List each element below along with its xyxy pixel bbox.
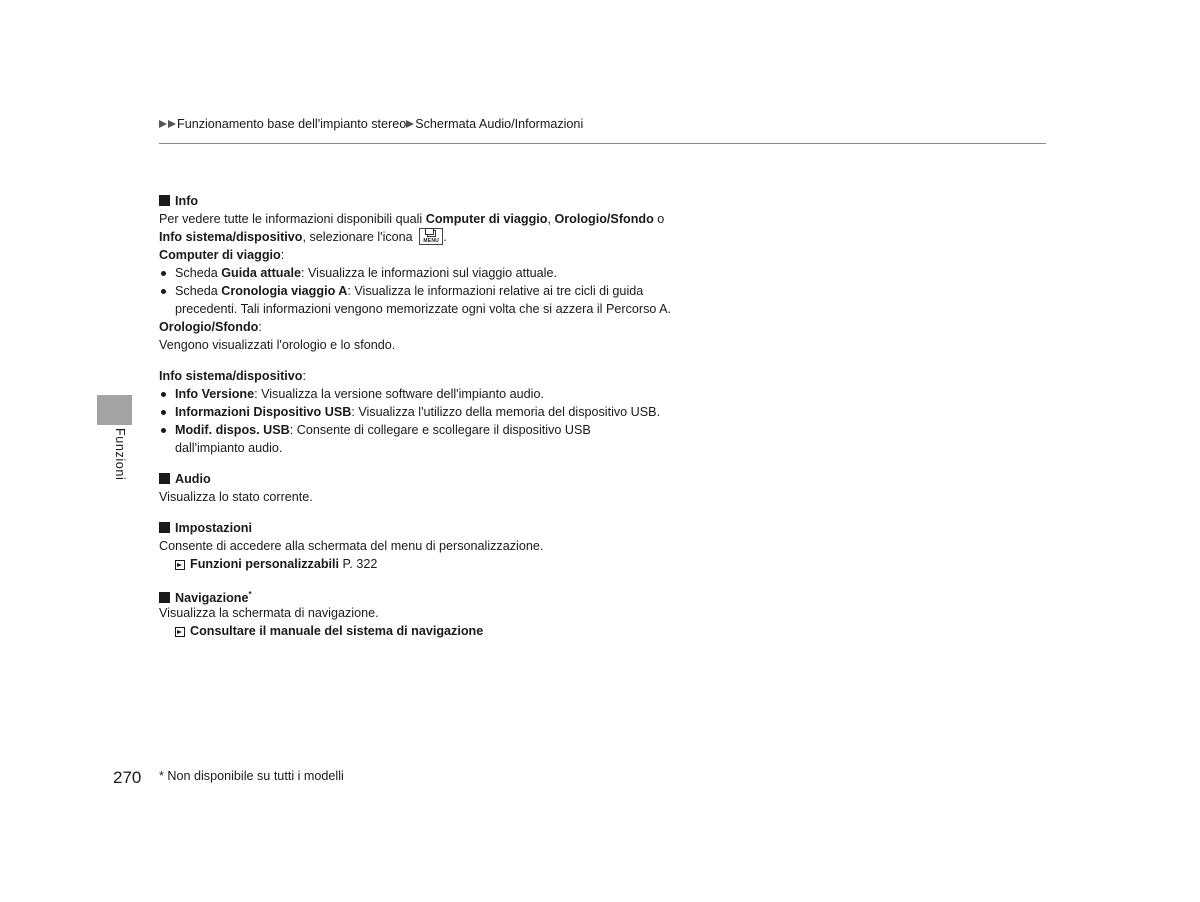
square-bullet-icon (159, 592, 170, 603)
section-heading-info: Info (159, 192, 719, 210)
breadcrumb-arrow-icon (159, 120, 167, 128)
page-number: 270 (113, 768, 142, 787)
list-item: Informazioni Dispositivo USB: Visualizza l'utilizzo della memoria del dispositivo USB. (159, 403, 719, 421)
main-content (159, 192, 719, 640)
info-intro-cont: Info sistema/dispositivo, selezionare l'icona MENU . (159, 230, 447, 244)
list-item-cont: dall'impianto audio. (175, 441, 283, 455)
square-bullet-icon (159, 195, 170, 206)
subheading-trip: Computer di viaggio: (159, 248, 285, 262)
list-item-cont: precedenti. Tali informazioni vengono memorizzate ogni volta che si azzera il Percorso A. (175, 302, 672, 316)
breadcrumb-arrow-icon (406, 120, 414, 128)
list-item: Scheda Guida attuale: Visualizza le informazioni sul viaggio attuale. (159, 264, 719, 282)
breadcrumb-item-audio-info[interactable]: Schermata Audio/Informazioni (415, 117, 584, 131)
clock-text: Vengono visualizzati l'orologio e lo sfondo. (159, 338, 396, 352)
footnote: * Non disponibile su tutti i modelli (159, 769, 344, 783)
section-heading-settings: Impostazioni (159, 519, 719, 537)
subheading-system: Info sistema/dispositivo: (159, 369, 306, 383)
reference-arrow-icon (175, 560, 185, 570)
list-item: Info Versione: Visualizza la versione software dell'impianto audio. (159, 385, 719, 403)
info-intro: Per vedere tutte le informazioni disponibili quali Computer di viaggio, Orologio/Sfondo o (159, 212, 665, 226)
square-bullet-icon (159, 473, 170, 484)
audio-text: Visualizza lo stato corrente. (159, 490, 313, 504)
menu-icon: MENU (419, 228, 443, 245)
subheading-clock: Orologio/Sfondo: (159, 320, 262, 334)
breadcrumb-arrow-icon (168, 120, 176, 128)
header-divider (159, 143, 1046, 144)
breadcrumb (159, 116, 583, 132)
square-bullet-icon (159, 522, 170, 533)
section-heading-audio: Audio (159, 470, 719, 488)
section-heading-navigation: Navigazione* (159, 586, 719, 604)
reference-arrow-icon (175, 627, 185, 637)
chapter-label: Funzioni (113, 428, 127, 481)
settings-text: Consente di accedere alla schermata del menu di personalizzazione. (159, 539, 544, 553)
navigation-text: Visualizza la schermata di navigazione. (159, 606, 379, 620)
breadcrumb-item-stereo[interactable]: Funzionamento base dell'impianto stereo (177, 117, 407, 131)
cross-reference-link[interactable]: Funzioni personalizzabili P. 322 (159, 555, 719, 573)
list-item: Scheda Cronologia viaggio A: Visualizza le informazioni relative ai tre cicli di guida (159, 282, 719, 300)
chapter-tab (97, 395, 132, 425)
cross-reference-link[interactable]: Consultare il manuale del sistema di navigazione (159, 622, 719, 640)
list-item: Modif. dispos. USB: Consente di collegare e scollegare il dispositivo USB (159, 421, 719, 439)
